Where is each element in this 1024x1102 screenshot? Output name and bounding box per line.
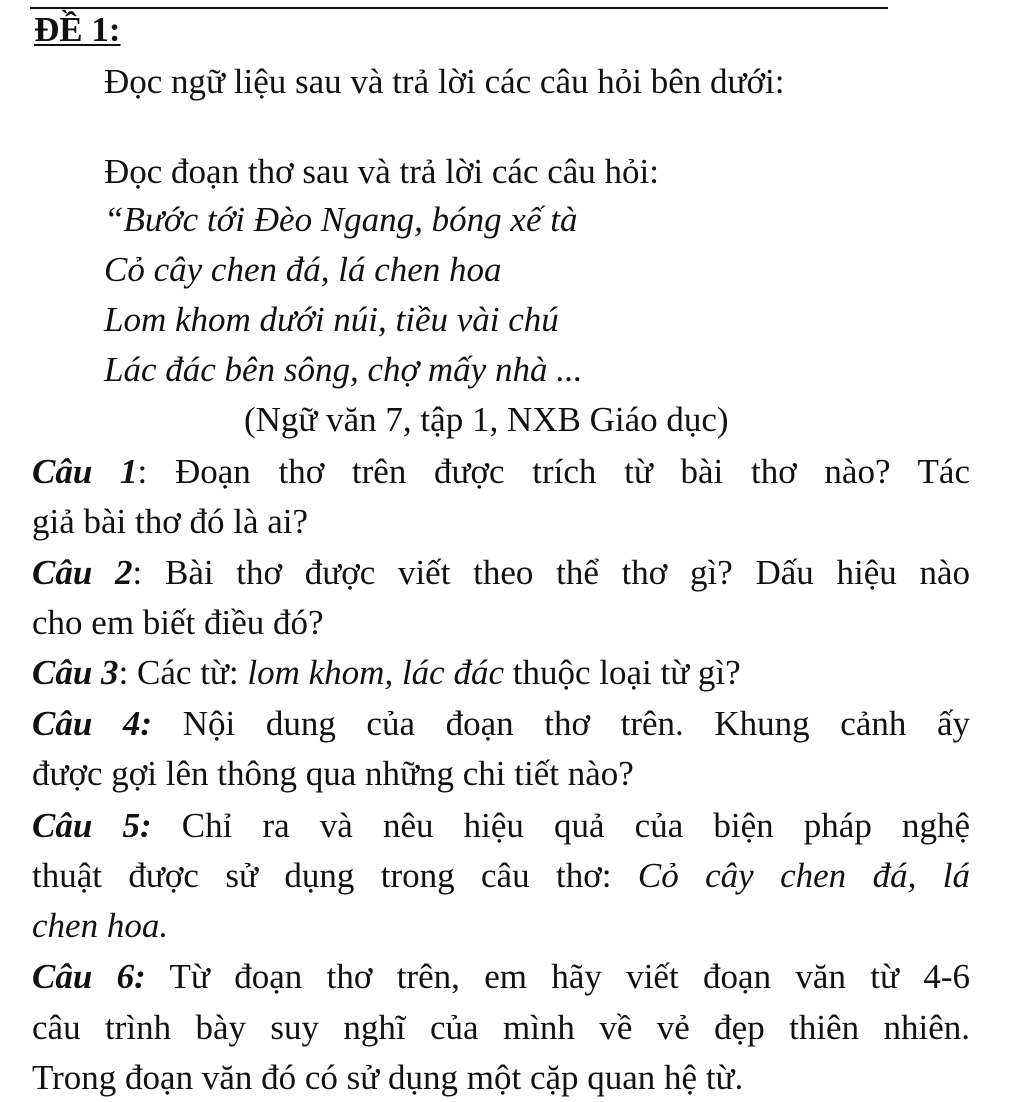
- question-2-line-2: cho em biết điều đó?: [32, 603, 324, 642]
- question-1-line-2: giả bài thơ đó là ai?: [32, 502, 309, 541]
- question-1-text-1: Đoạn thơ trên được trích từ bài thơ nào? Tác: [147, 452, 971, 491]
- question-3-separator: :: [118, 653, 129, 692]
- question-3-italic-words: lom khom, lác đác: [247, 653, 504, 692]
- instruction-main: Đọc ngữ liệu sau và trả lời các câu hỏi bên dưới:: [104, 62, 785, 101]
- question-6-label: Câu 6:: [32, 957, 146, 996]
- question-2-text-1: Bài thơ được viết theo thể thơ gì? Dấu hiệu nào: [142, 553, 971, 592]
- question-6-line-2: câu trình bày suy nghĩ của mình về vẻ đẹp thiên nhiên.: [32, 1008, 970, 1047]
- question-1-line-1: [32, 452, 970, 492]
- poem-line-3: Lom khom dưới núi, tiều vài chú: [104, 300, 559, 339]
- poem-line-4: Lác đác bên sông, chợ mấy nhà ...: [104, 350, 583, 389]
- question-5-line-1: [32, 806, 970, 846]
- question-3-label: Câu 3: [32, 653, 119, 692]
- poem-source: (Ngữ văn 7, tập 1, NXB Giáo dục): [244, 400, 729, 439]
- question-5-text-1: Chỉ ra và nêu hiệu quả của biện pháp nghệ: [151, 806, 970, 845]
- instruction-poem: Đọc đoạn thơ sau và trả lời các câu hỏi:: [104, 152, 660, 191]
- question-5-italic-inline: Cỏ cây chen đá, lá: [637, 856, 970, 895]
- question-1-label: Câu 1: [32, 452, 138, 491]
- poem-line-1: “Bước tới Đèo Ngang, bóng xế tà: [104, 200, 578, 239]
- question-6-line-3: Trong đoạn văn đó có sử dụng một cặp quan hệ từ.: [32, 1058, 744, 1097]
- question-5-line-3: chen hoa.: [32, 906, 169, 945]
- question-6-text-1: Từ đoạn thơ trên, em hãy viết đoạn văn từ 4-6: [145, 957, 971, 996]
- question-3-line-1: [32, 653, 741, 693]
- question-4-line-2: được gợi lên thông qua những chi tiết nào?: [32, 754, 634, 793]
- question-4-label: Câu 4:: [32, 704, 153, 743]
- exam-heading: ĐỀ 1:: [34, 10, 121, 49]
- question-2-separator: :: [132, 553, 143, 592]
- question-5-line-2: [32, 856, 970, 896]
- question-1-separator: :: [137, 452, 148, 491]
- top-rule: [30, 7, 888, 9]
- question-2-line-1: [32, 553, 970, 593]
- question-6-line-1: [32, 957, 970, 997]
- question-3-text-after: thuộc loại từ gì?: [504, 653, 741, 692]
- question-2-label: Câu 2: [32, 553, 133, 592]
- question-3-text-before: Các từ:: [128, 653, 248, 692]
- poem-line-2: Cỏ cây chen đá, lá chen hoa: [104, 250, 502, 289]
- question-4-text-1: Nội dung của đoạn thơ trên. Khung cảnh ấy: [152, 704, 971, 743]
- question-5-text-2: thuật được sử dụng trong câu thơ:: [32, 856, 638, 895]
- question-5-label: Câu 5:: [32, 806, 152, 845]
- question-4-line-1: [32, 704, 970, 744]
